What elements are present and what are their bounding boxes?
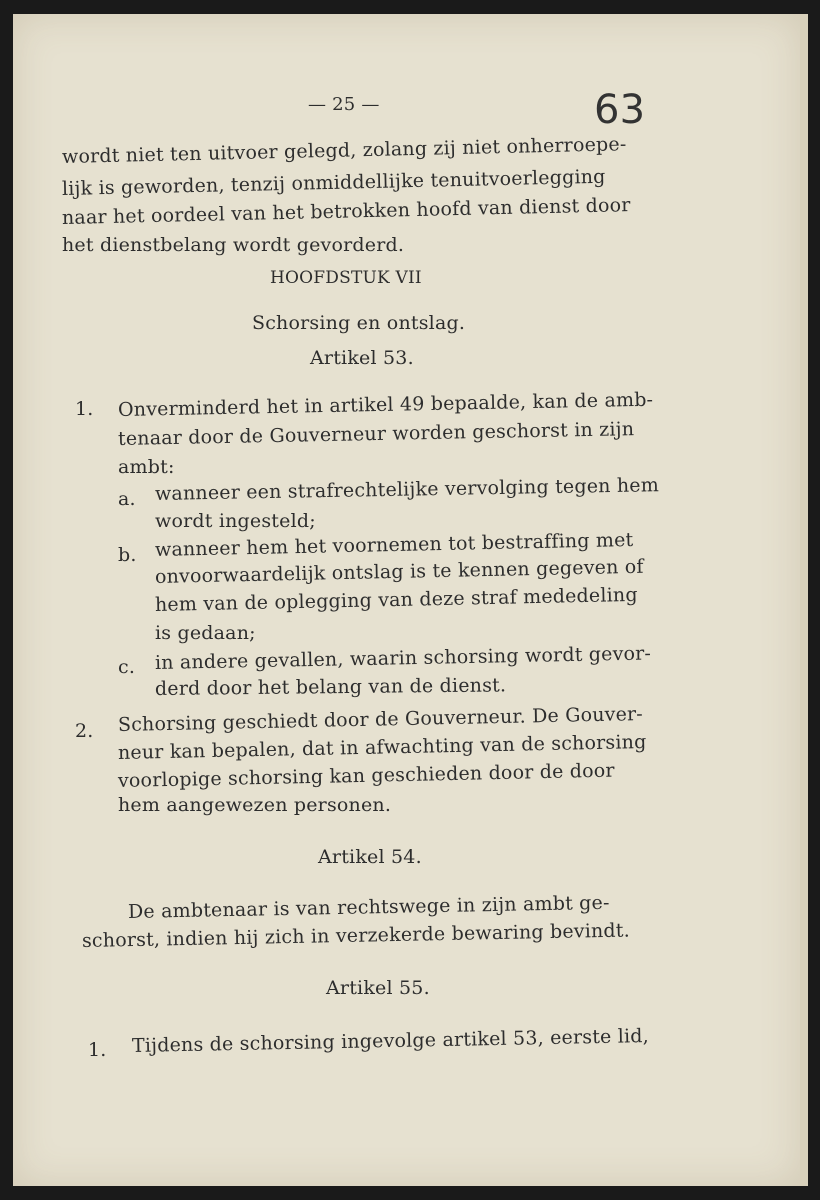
text-line: het dienstbelang wordt gevorderd. bbox=[62, 234, 405, 256]
text-line: Onverminderd het in artikel 49 bepaalde, kan de amb- bbox=[117, 388, 654, 421]
text-line: Tijdens de schorsing ingevolge artikel 53, eerste lid, bbox=[131, 1025, 650, 1057]
text-line: naar het oordeel van het betrokken hoofd van dienst door bbox=[61, 194, 631, 229]
text-line: voorlopige schorsing kan geschieden door de door bbox=[117, 759, 615, 792]
page-edge bbox=[800, 14, 808, 1186]
page-range: — 25 — bbox=[308, 94, 380, 115]
text-line: wordt ingesteld; bbox=[155, 510, 316, 532]
article-heading: Artikel 54. bbox=[318, 846, 422, 868]
list-letter: b. bbox=[118, 544, 137, 566]
text-line: hem aangewezen personen. bbox=[118, 794, 392, 816]
paragraph-number: 2. bbox=[75, 720, 94, 742]
text-line: tenaar door de Gouverneur worden geschorst in zijn bbox=[117, 418, 635, 450]
article-heading: Artikel 53. bbox=[310, 347, 414, 369]
text-line: is gedaan; bbox=[155, 622, 256, 644]
text-line: Schorsing geschiedt door de Gouverneur. De Gouver- bbox=[117, 703, 644, 736]
text-line: wordt niet ten uitvoer gelegd, zolang zij niet onherroepe- bbox=[61, 133, 627, 168]
text-line: wanneer een strafrechtelijke vervolging tegen hem bbox=[154, 474, 660, 505]
chapter-subtitle: Schorsing en ontslag. bbox=[252, 312, 466, 334]
list-letter: c. bbox=[118, 656, 136, 678]
text-line: schorst, indien hij zich in verzekerde bewaring bevindt. bbox=[81, 919, 631, 952]
text-line: wanneer hem het voornemen tot bestraffing met bbox=[154, 528, 634, 561]
text-line: in andere gevallen, waarin schorsing wordt gevor- bbox=[154, 642, 652, 674]
list-letter: a. bbox=[118, 488, 136, 510]
paragraph-number: 1. bbox=[88, 1039, 107, 1061]
folio-number: 63 bbox=[594, 87, 646, 133]
paragraph-number: 1. bbox=[75, 398, 94, 420]
text-line: neur kan bepalen, dat in afwachting van de schorsing bbox=[117, 730, 647, 764]
text-line: lijk is geworden, tenzij onmiddellijke tenuitvoerlegging bbox=[61, 165, 606, 200]
text-line: onvoorwaardelijk ontslag is te kennen gegeven of bbox=[154, 555, 644, 588]
text-line: hem van de oplegging van deze straf mededeling bbox=[154, 583, 638, 616]
text-line: derd door het belang van de dienst. bbox=[154, 674, 507, 700]
text-line: De ambtenaar is van rechtswege in zijn ambt ge- bbox=[127, 891, 610, 923]
text-line: ambt: bbox=[118, 456, 175, 478]
chapter-title: HOOFDSTUK VII bbox=[270, 268, 422, 288]
article-heading: Artikel 55. bbox=[326, 977, 430, 999]
